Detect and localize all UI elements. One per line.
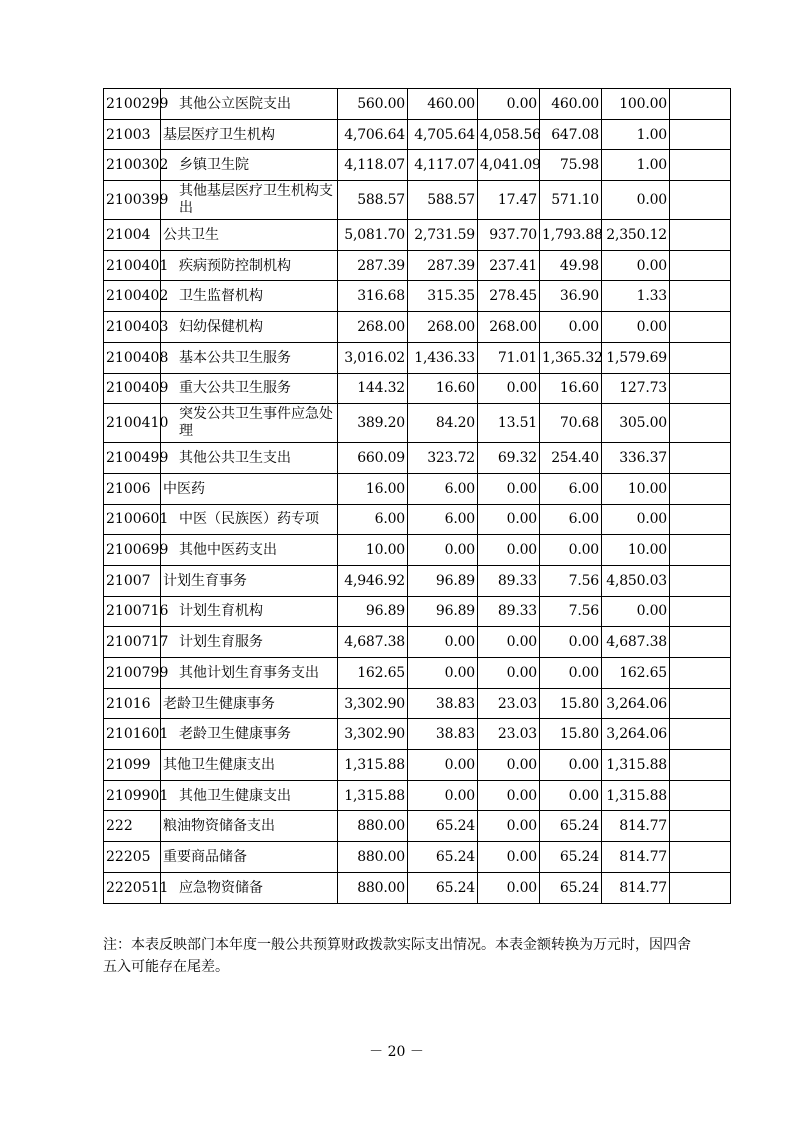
row-name-cell: 重要商品储备 — [161, 842, 338, 873]
row-name-cell: 粮油物资储备支出 — [161, 811, 338, 842]
row-project-cell: 4,850.03 — [602, 565, 670, 596]
row-blank-cell — [670, 373, 731, 404]
table-row — [104, 89, 731, 120]
table-row — [104, 565, 731, 596]
row-project-cell: 127.73 — [602, 373, 670, 404]
row-personnel-cell: 4,058.56 — [478, 119, 540, 150]
row-project-cell: 3,264.06 — [602, 688, 670, 719]
row-project-cell: 4,687.38 — [602, 627, 670, 658]
row-public-cell: 0.00 — [540, 780, 602, 811]
row-name-cell: 基层医疗卫生机构 — [161, 119, 338, 150]
row-public-cell: 70.68 — [540, 404, 602, 443]
row-code-cell: 2100401 — [104, 250, 161, 281]
row-name-cell: 重大公共卫生服务 — [161, 373, 338, 404]
row-public-cell: 36.90 — [540, 281, 602, 312]
row-code-cell: 22205 — [104, 842, 161, 873]
row-name-cell: 乡镇卫生院 — [161, 150, 338, 181]
row-personnel-cell: 0.00 — [478, 89, 540, 120]
table-row — [104, 872, 731, 903]
table-body — [104, 89, 731, 904]
table-row — [104, 119, 731, 150]
row-name-cell: 疾病预防控制机构 — [161, 250, 338, 281]
row-basic-subtotal-cell: 2,731.59 — [408, 220, 478, 251]
row-code-cell: 21006 — [104, 473, 161, 504]
row-blank-cell — [670, 281, 731, 312]
row-basic-subtotal-cell: 4,117.07 — [408, 150, 478, 181]
table-row — [104, 504, 731, 535]
row-name-cell: 中医药 — [161, 473, 338, 504]
row-total-cell: 4,706.64 — [338, 119, 408, 150]
row-total-cell: 3,302.90 — [338, 688, 408, 719]
row-public-cell: 7.56 — [540, 596, 602, 627]
row-blank-cell — [670, 220, 731, 251]
row-public-cell: 0.00 — [540, 658, 602, 689]
row-personnel-cell: 0.00 — [478, 780, 540, 811]
row-code-cell: 222 — [104, 811, 161, 842]
row-name-cell: 应急物资储备 — [161, 872, 338, 903]
row-project-cell: 2,350.12 — [602, 220, 670, 251]
row-personnel-cell: 17.47 — [478, 181, 540, 220]
row-blank-cell — [670, 443, 731, 474]
row-basic-subtotal-cell: 315.35 — [408, 281, 478, 312]
row-name-cell: 计划生育服务 — [161, 627, 338, 658]
row-blank-cell — [670, 250, 731, 281]
row-personnel-cell: 0.00 — [478, 811, 540, 842]
row-total-cell: 1,315.88 — [338, 780, 408, 811]
table-row — [104, 443, 731, 474]
row-name-cell: 其他卫生健康支出 — [161, 750, 338, 781]
row-blank-cell — [670, 342, 731, 373]
table-row — [104, 473, 731, 504]
row-project-cell: 10.00 — [602, 473, 670, 504]
row-personnel-cell: 13.51 — [478, 404, 540, 443]
row-personnel-cell: 4,041.09 — [478, 150, 540, 181]
table-row — [104, 250, 731, 281]
table-row — [104, 658, 731, 689]
row-blank-cell — [670, 811, 731, 842]
row-code-cell: 21016 — [104, 688, 161, 719]
row-name-cell: 计划生育事务 — [161, 565, 338, 596]
row-code-cell: 2100402 — [104, 281, 161, 312]
row-basic-subtotal-cell: 0.00 — [408, 750, 478, 781]
table-row — [104, 404, 731, 443]
row-public-cell: 15.80 — [540, 719, 602, 750]
row-code-cell: 2100399 — [104, 181, 161, 220]
row-personnel-cell: 0.00 — [478, 750, 540, 781]
row-code-cell: 2101601 — [104, 719, 161, 750]
row-public-cell: 65.24 — [540, 811, 602, 842]
row-basic-subtotal-cell: 6.00 — [408, 504, 478, 535]
row-blank-cell — [670, 473, 731, 504]
row-name-cell: 其他公共卫生支出 — [161, 443, 338, 474]
row-project-cell: 3,264.06 — [602, 719, 670, 750]
row-personnel-cell: 278.45 — [478, 281, 540, 312]
row-total-cell: 3,302.90 — [338, 719, 408, 750]
row-total-cell: 880.00 — [338, 842, 408, 873]
row-name-cell: 老龄卫生健康事务 — [161, 719, 338, 750]
row-basic-subtotal-cell: 6.00 — [408, 473, 478, 504]
row-project-cell: 305.00 — [602, 404, 670, 443]
expenditure-table — [103, 88, 731, 904]
row-public-cell: 0.00 — [540, 312, 602, 343]
row-total-cell: 96.89 — [338, 596, 408, 627]
row-code-cell: 21003 — [104, 119, 161, 150]
row-basic-subtotal-cell: 38.83 — [408, 719, 478, 750]
row-personnel-cell: 937.70 — [478, 220, 540, 251]
row-personnel-cell: 23.03 — [478, 688, 540, 719]
row-blank-cell — [670, 596, 731, 627]
row-personnel-cell: 69.32 — [478, 443, 540, 474]
row-public-cell: 65.24 — [540, 842, 602, 873]
row-blank-cell — [670, 181, 731, 220]
row-blank-cell — [670, 688, 731, 719]
row-code-cell: 2100299 — [104, 89, 161, 120]
table-row — [104, 312, 731, 343]
table-row — [104, 150, 731, 181]
row-code-cell: 2109901 — [104, 780, 161, 811]
row-total-cell: 588.57 — [338, 181, 408, 220]
row-basic-subtotal-cell: 65.24 — [408, 842, 478, 873]
row-name-cell: 其他中医药支出 — [161, 535, 338, 566]
row-public-cell: 49.98 — [540, 250, 602, 281]
row-basic-subtotal-cell: 588.57 — [408, 181, 478, 220]
row-basic-subtotal-cell: 96.89 — [408, 565, 478, 596]
row-project-cell: 10.00 — [602, 535, 670, 566]
row-personnel-cell: 89.33 — [478, 596, 540, 627]
row-public-cell: 75.98 — [540, 150, 602, 181]
row-name-cell: 基本公共卫生服务 — [161, 342, 338, 373]
row-code-cell: 2100410 — [104, 404, 161, 443]
row-code-cell: 2100699 — [104, 535, 161, 566]
row-public-cell: 571.10 — [540, 181, 602, 220]
row-code-cell: 21099 — [104, 750, 161, 781]
table-row — [104, 281, 731, 312]
row-project-cell: 1,315.88 — [602, 750, 670, 781]
row-name-cell: 中医（民族医）药专项 — [161, 504, 338, 535]
row-total-cell: 144.32 — [338, 373, 408, 404]
table-row — [104, 596, 731, 627]
row-personnel-cell: 237.41 — [478, 250, 540, 281]
row-basic-subtotal-cell: 38.83 — [408, 688, 478, 719]
row-public-cell: 1,793.88 — [540, 220, 602, 251]
row-total-cell: 287.39 — [338, 250, 408, 281]
row-public-cell: 647.08 — [540, 119, 602, 150]
row-project-cell: 336.37 — [602, 443, 670, 474]
table-row — [104, 535, 731, 566]
row-project-cell: 1.00 — [602, 119, 670, 150]
row-name-cell: 其他公立医院支出 — [161, 89, 338, 120]
row-basic-subtotal-cell: 287.39 — [408, 250, 478, 281]
row-total-cell: 1,315.88 — [338, 750, 408, 781]
table-row — [104, 373, 731, 404]
table-row — [104, 688, 731, 719]
row-project-cell: 814.77 — [602, 872, 670, 903]
row-blank-cell — [670, 719, 731, 750]
table-row — [104, 342, 731, 373]
row-basic-subtotal-cell: 16.60 — [408, 373, 478, 404]
row-public-cell: 6.00 — [540, 504, 602, 535]
row-code-cell: 2100408 — [104, 342, 161, 373]
row-public-cell: 254.40 — [540, 443, 602, 474]
row-blank-cell — [670, 780, 731, 811]
row-total-cell: 10.00 — [338, 535, 408, 566]
row-total-cell: 660.09 — [338, 443, 408, 474]
row-code-cell: 2100717 — [104, 627, 161, 658]
row-blank-cell — [670, 750, 731, 781]
row-public-cell: 460.00 — [540, 89, 602, 120]
row-blank-cell — [670, 658, 731, 689]
row-blank-cell — [670, 89, 731, 120]
row-basic-subtotal-cell: 65.24 — [408, 872, 478, 903]
row-name-cell: 其他基层医疗卫生机构支出 — [161, 181, 338, 220]
row-personnel-cell: 89.33 — [478, 565, 540, 596]
row-basic-subtotal-cell: 96.89 — [408, 596, 478, 627]
row-project-cell: 100.00 — [602, 89, 670, 120]
row-project-cell: 1,579.69 — [602, 342, 670, 373]
table-note: 注：本表反映部门本年度一般公共预算财政拨款实际支出情况。本表金额转换为万元时，因四舍五入可能存在尾差。 — [103, 937, 691, 975]
row-public-cell: 7.56 — [540, 565, 602, 596]
row-project-cell: 1.33 — [602, 281, 670, 312]
row-total-cell: 316.68 — [338, 281, 408, 312]
row-name-cell: 计划生育机构 — [161, 596, 338, 627]
row-name-cell: 其他卫生健康支出 — [161, 780, 338, 811]
row-project-cell: 162.65 — [602, 658, 670, 689]
row-personnel-cell: 0.00 — [478, 658, 540, 689]
row-code-cell: 2100716 — [104, 596, 161, 627]
row-name-cell: 卫生监督机构 — [161, 281, 338, 312]
row-total-cell: 4,687.38 — [338, 627, 408, 658]
row-code-cell: 2100302 — [104, 150, 161, 181]
row-personnel-cell: 0.00 — [478, 535, 540, 566]
row-total-cell: 3,016.02 — [338, 342, 408, 373]
row-basic-subtotal-cell: 323.72 — [408, 443, 478, 474]
row-code-cell: 2100409 — [104, 373, 161, 404]
row-code-cell: 2100499 — [104, 443, 161, 474]
row-personnel-cell: 0.00 — [478, 872, 540, 903]
row-project-cell: 1.00 — [602, 150, 670, 181]
row-name-cell: 突发公共卫生事件应急处理 — [161, 404, 338, 443]
row-basic-subtotal-cell: 0.00 — [408, 535, 478, 566]
row-public-cell: 0.00 — [540, 750, 602, 781]
row-total-cell: 6.00 — [338, 504, 408, 535]
row-code-cell: 2220511 — [104, 872, 161, 903]
row-project-cell: 814.77 — [602, 842, 670, 873]
row-total-cell: 5,081.70 — [338, 220, 408, 251]
row-project-cell: 0.00 — [602, 596, 670, 627]
row-total-cell: 268.00 — [338, 312, 408, 343]
row-basic-subtotal-cell: 4,705.64 — [408, 119, 478, 150]
row-blank-cell — [670, 404, 731, 443]
row-blank-cell — [670, 872, 731, 903]
row-project-cell: 0.00 — [602, 504, 670, 535]
row-total-cell: 389.20 — [338, 404, 408, 443]
row-total-cell: 16.00 — [338, 473, 408, 504]
table-row — [104, 220, 731, 251]
row-basic-subtotal-cell: 0.00 — [408, 658, 478, 689]
row-total-cell: 880.00 — [338, 872, 408, 903]
row-total-cell: 4,946.92 — [338, 565, 408, 596]
row-code-cell: 21007 — [104, 565, 161, 596]
table-row — [104, 750, 731, 781]
row-public-cell: 16.60 — [540, 373, 602, 404]
row-project-cell: 814.77 — [602, 811, 670, 842]
row-name-cell: 其他计划生育事务支出 — [161, 658, 338, 689]
row-name-cell: 妇幼保健机构 — [161, 312, 338, 343]
row-code-cell: 21004 — [104, 220, 161, 251]
row-basic-subtotal-cell: 460.00 — [408, 89, 478, 120]
row-blank-cell — [670, 842, 731, 873]
row-project-cell: 0.00 — [602, 250, 670, 281]
row-personnel-cell: 268.00 — [478, 312, 540, 343]
row-blank-cell — [670, 119, 731, 150]
page-number: － 20 － — [369, 1044, 424, 1060]
row-blank-cell — [670, 535, 731, 566]
row-personnel-cell: 0.00 — [478, 373, 540, 404]
row-blank-cell — [670, 150, 731, 181]
table-row — [104, 842, 731, 873]
row-project-cell: 1,315.88 — [602, 780, 670, 811]
row-name-cell: 老龄卫生健康事务 — [161, 688, 338, 719]
row-basic-subtotal-cell: 1,436.33 — [408, 342, 478, 373]
row-basic-subtotal-cell: 268.00 — [408, 312, 478, 343]
row-personnel-cell: 0.00 — [478, 504, 540, 535]
row-basic-subtotal-cell: 65.24 — [408, 811, 478, 842]
row-personnel-cell: 0.00 — [478, 473, 540, 504]
row-total-cell: 560.00 — [338, 89, 408, 120]
row-personnel-cell: 0.00 — [478, 627, 540, 658]
row-public-cell: 65.24 — [540, 872, 602, 903]
row-blank-cell — [670, 312, 731, 343]
row-public-cell: 15.80 — [540, 688, 602, 719]
row-blank-cell — [670, 504, 731, 535]
row-public-cell: 0.00 — [540, 627, 602, 658]
row-total-cell: 162.65 — [338, 658, 408, 689]
row-basic-subtotal-cell: 84.20 — [408, 404, 478, 443]
row-blank-cell — [670, 565, 731, 596]
row-public-cell: 0.00 — [540, 535, 602, 566]
row-personnel-cell: 71.01 — [478, 342, 540, 373]
row-basic-subtotal-cell: 0.00 — [408, 780, 478, 811]
row-public-cell: 6.00 — [540, 473, 602, 504]
row-project-cell: 0.00 — [602, 181, 670, 220]
table-row — [104, 719, 731, 750]
row-project-cell: 0.00 — [602, 312, 670, 343]
table-row — [104, 627, 731, 658]
row-name-cell: 公共卫生 — [161, 220, 338, 251]
row-code-cell: 2100601 — [104, 504, 161, 535]
row-total-cell: 880.00 — [338, 811, 408, 842]
table-row — [104, 181, 731, 220]
row-personnel-cell: 23.03 — [478, 719, 540, 750]
table-row — [104, 780, 731, 811]
row-total-cell: 4,118.07 — [338, 150, 408, 181]
row-blank-cell — [670, 627, 731, 658]
row-code-cell: 2100799 — [104, 658, 161, 689]
row-basic-subtotal-cell: 0.00 — [408, 627, 478, 658]
row-personnel-cell: 0.00 — [478, 842, 540, 873]
row-code-cell: 2100403 — [104, 312, 161, 343]
table-row — [104, 811, 731, 842]
row-public-cell: 1,365.32 — [540, 342, 602, 373]
